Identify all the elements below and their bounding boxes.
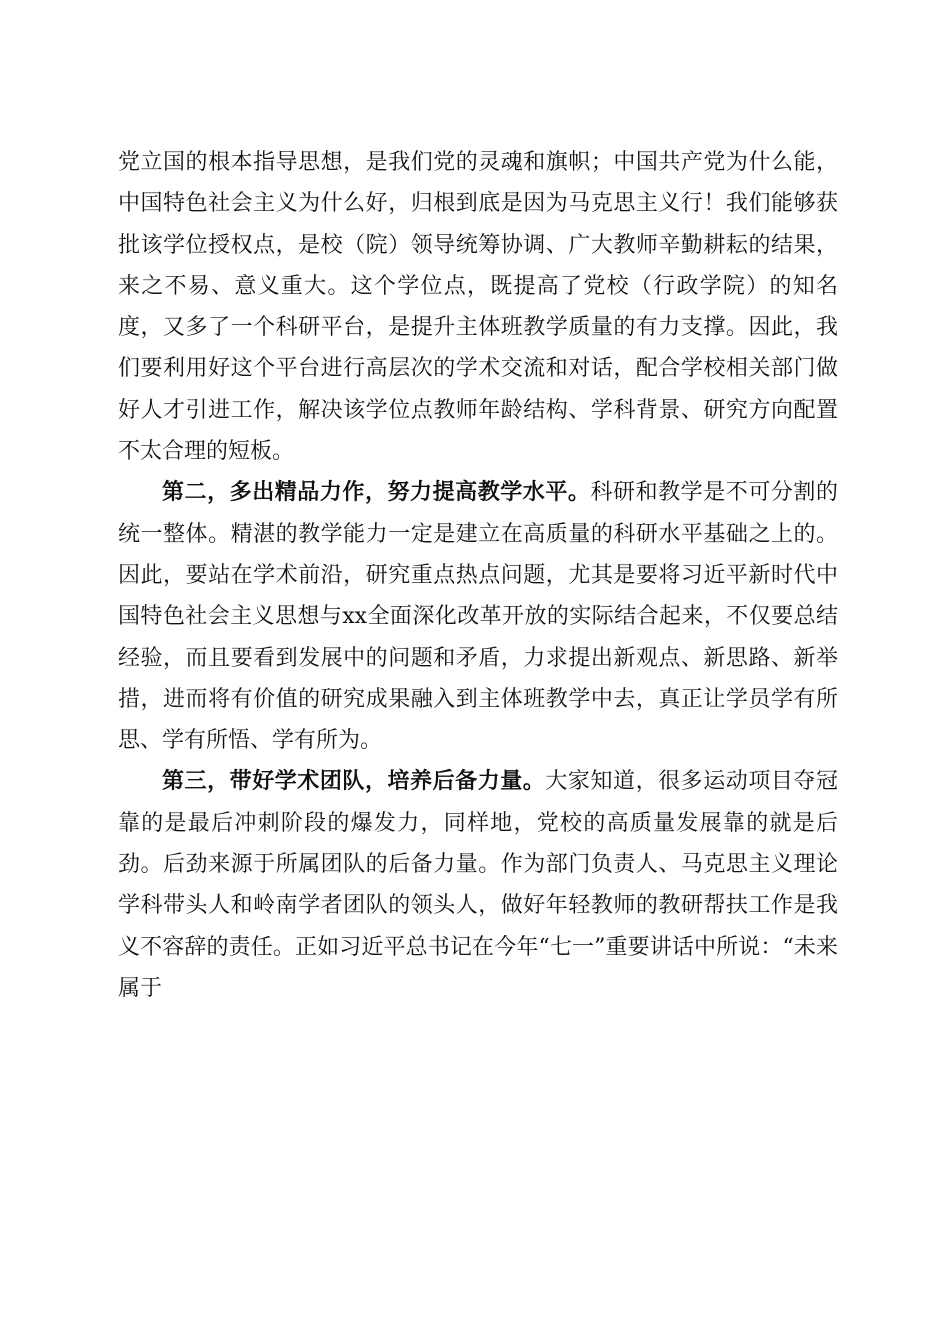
paragraph-1-body: 党立国的根本指导思想，是我们党的灵魂和旗帜；中国共产党为什么能，中国特色社会主义为什么好，归根到底是因为马克思主义行！我们能够获批该学位授权点，是校（院）领导统筹协调、广大教师辛勤耕耘的结果，来之不易、意义重大。这个学位点，既提高了党校（行政学院）的知名度，又多了一个科研平台，是提升主体班教学质量的有力支撑。因此，我们要利用好这个平台进行高层次的学术交流和对话，配合学校相关部门做好人才引进工作，解决该学位点教师年龄结构、学科背景、研究方向配置不太合理的短板。 [118,150,838,465]
paragraph-1 [118,142,838,472]
paragraph-2 [118,472,838,761]
document-page [118,142,838,1009]
paragraph-2-body: 科研和教学是不可分割的统一整体。精湛的教学能力一定是建立在高质量的科研水平基础之上的。因此，要站在学术前沿，研究重点热点问题，尤其是要将习近平新时代中国特色社会主义思想与xx全面深化改革开放的实际结合起来，不仅要总结经验，而且要看到发展中的问题和矛盾，力求提出新观点、新思路、新举措，进而将有价值的研究成果融入到主体班教学中去，真正让学员学有所思、学有所悟、学有所为。 [118,480,838,754]
paragraph-3-lead: 第三，带好学术团队，培养后备力量。 [162,768,546,795]
paragraph-3 [118,761,838,1009]
paragraph-2-lead: 第二，多出精品力作，努力提高教学水平。 [162,479,591,506]
paragraph-3-body: 大家知道，很多运动项目夺冠靠的是最后冲刺阶段的爆发力，同样地，党校的高质量发展靠的就是后劲。后劲来源于所属团队的后备力量。作为部门负责人、马克思主义理论学科带头人和岭南学者团队的领头人，做好年轻教师的教研帮扶工作是我义不容辞的责任。正如习近平总书记在今年“七一”重要讲话中所说：“未来属于 [118,769,838,1001]
